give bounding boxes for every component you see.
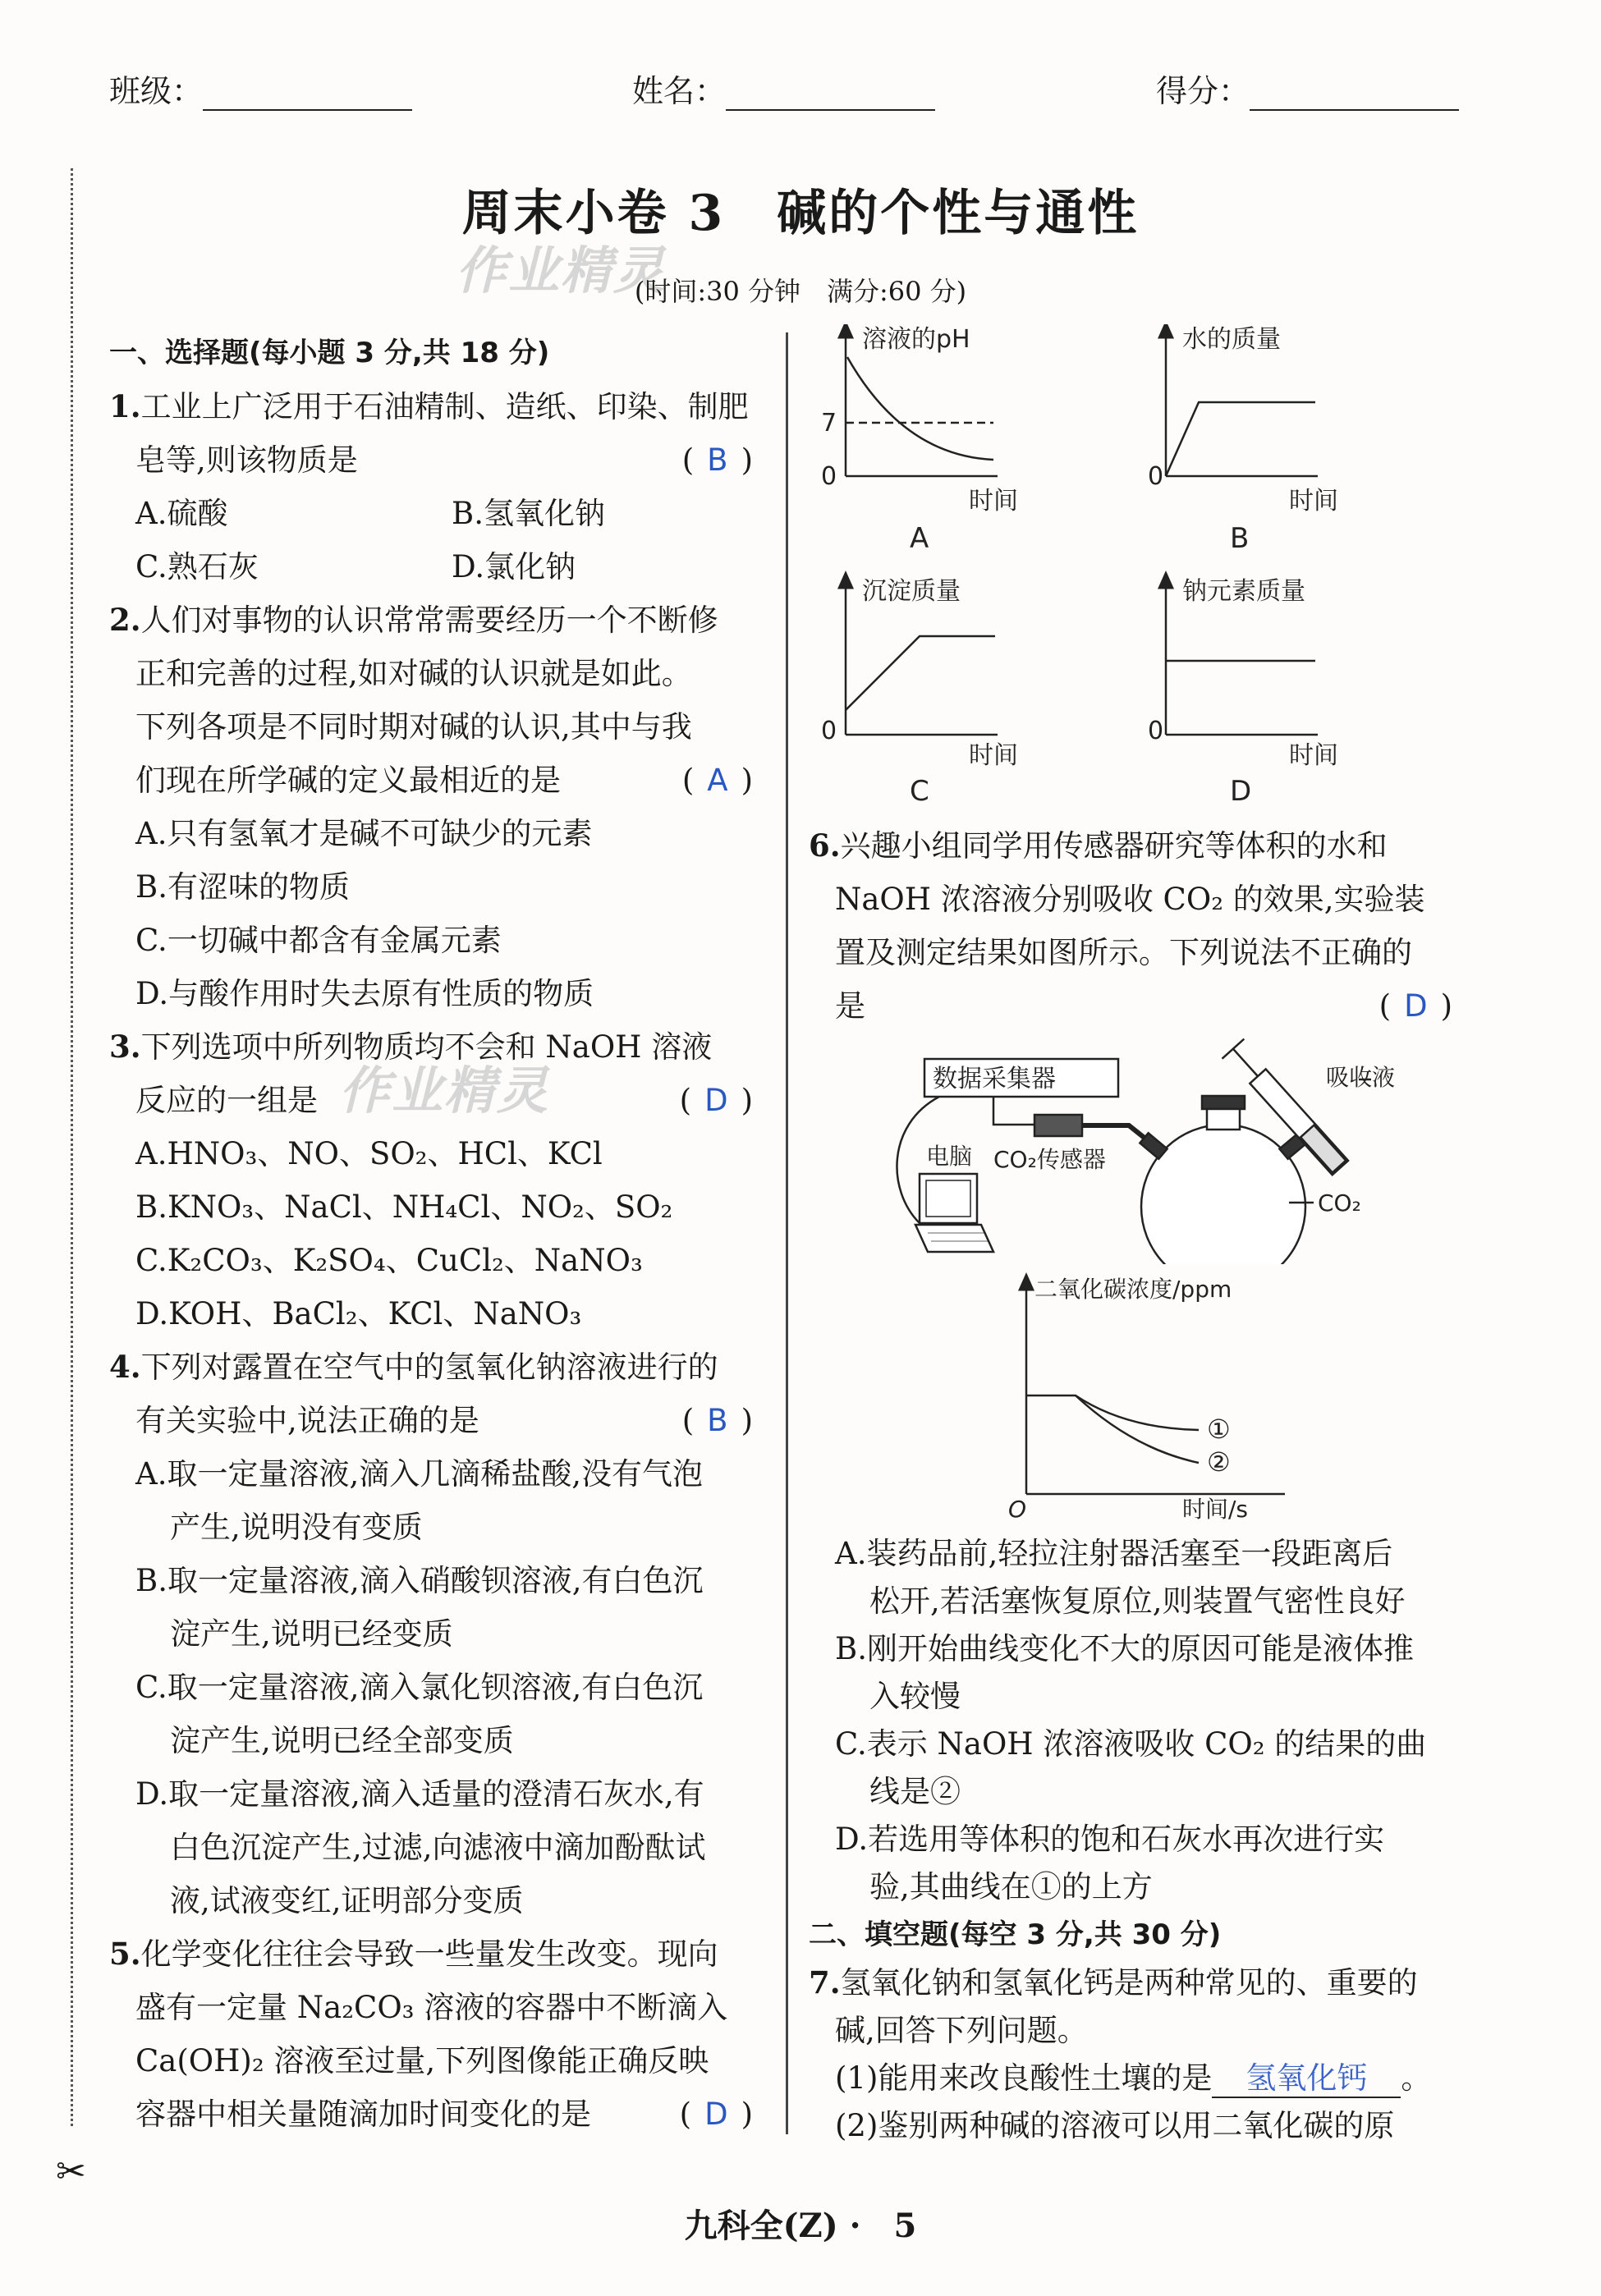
gas-label: CO₂: [1318, 1189, 1361, 1217]
co2-xlabel: 时间/s: [1182, 1496, 1249, 1523]
sensor-label: CO₂传感器: [993, 1146, 1106, 1173]
graph-b-ylabel: 水的质量: [1182, 325, 1281, 354]
graph-c-zero: 0: [821, 717, 837, 745]
graph-d-letter: D: [1230, 775, 1252, 808]
option-a: A.只有氢氧才是碱不可缺少的元素: [135, 816, 593, 851]
option-c: C.表示 NaOH 浓溶液吸收 CO₂ 的结果的曲: [835, 1726, 1427, 1762]
option-b: B.刚开始曲线变化不大的原因可能是液体推: [835, 1631, 1414, 1666]
question-text: 氢氧化钠和氢氧化钙是两种常见的、重要的: [840, 1965, 1418, 2000]
answer-bracket: ( A ): [681, 763, 758, 798]
answer-blank-7-1[interactable]: [1212, 2060, 1401, 2098]
graph-c-curve: [846, 636, 995, 710]
graph-a-curve: [847, 357, 993, 460]
question-text: (1)能用来改良酸性土壤的是: [835, 2060, 1213, 2096]
question-text: 兴趣小组同学用传感器研究等体积的水和: [840, 828, 1388, 864]
option-c: C.一切碱中都含有金属元素: [135, 923, 502, 958]
question-number: 2.: [109, 602, 141, 638]
question-text: 碱,回答下列问题。: [835, 2013, 1088, 2048]
question-2: [109, 593, 758, 647]
option-d-cont: 白色沉淀产生,过滤,向滤液中滴加酚酞试: [170, 1830, 706, 1865]
option-a: A.硫酸: [135, 496, 228, 531]
option-d: D.氯化钠: [452, 549, 576, 584]
option-d: D.KOH、BaCl₂、KCl、NaNO₃: [135, 1296, 582, 1331]
graph-a-ylabel: 溶液的pH: [862, 325, 970, 354]
answer-q4: B: [707, 1403, 733, 1438]
answer-q1: B: [707, 442, 733, 478]
computer-keyboard: [915, 1225, 993, 1252]
question-4: [109, 1340, 758, 1394]
graph-b-zero: 0: [1148, 462, 1164, 491]
flask-stopper: [1202, 1096, 1245, 1109]
question-text: 反应的一组是: [135, 1083, 318, 1118]
answer-bracket: ( B ): [681, 442, 758, 478]
question-text: 盛有一定量 Na₂CO₃ 溶液的容器中不断滴入: [135, 1990, 728, 2025]
answer-bracket: ( D ): [679, 2097, 758, 2132]
question-text: 们现在所学碱的定义最相近的是: [135, 763, 561, 798]
question-1: [109, 380, 758, 433]
question-text: 人们对事物的认识常常需要经历一个不断修: [140, 603, 718, 638]
question-5: [109, 1927, 758, 1981]
question-number: 6.: [809, 827, 841, 864]
graph-c-xlabel: 时间: [969, 741, 1018, 770]
option-c-cont: 淀产生,说明已经全部变质: [170, 1723, 514, 1758]
answer-q6: D: [1404, 988, 1433, 1024]
section-heading-2: 二、填空题(每空 3 分,共 30 分): [809, 1918, 1222, 1951]
question-text: 正和完善的过程,如对碱的认识就是如此。: [135, 656, 692, 691]
computer-label: 电脑: [926, 1143, 973, 1170]
question-text: 下列各项是不同时期对碱的认识,其中与我: [135, 709, 692, 745]
question-number: 1.: [109, 388, 141, 424]
question-text: 工业上广泛用于石油精制、造纸、印染、制肥: [140, 389, 749, 424]
answer-bracket: ( D ): [1379, 988, 1457, 1024]
option-b-cont: 淀产生,说明已经变质: [170, 1616, 453, 1652]
graph-c-letter: C: [910, 775, 929, 808]
question-6-options: [809, 1530, 1457, 2150]
page-footer: 九科全(Z) · 5: [684, 2207, 917, 2245]
graph-a-zero: 0: [821, 462, 837, 491]
co2-concentration-graph: [1002, 1272, 1355, 1527]
page-title: 周末小卷 3 碱的个性与通性: [461, 185, 1140, 242]
graph-b-curve: [1166, 402, 1315, 476]
watermark: 作业精灵: [339, 1061, 550, 1121]
question-5-line4: [109, 2087, 758, 2141]
graph-a-xlabel: 时间: [969, 487, 1018, 516]
option-a: A.HNO₃、NO、SO₂、HCl、KCl: [135, 1136, 603, 1171]
class-field[interactable]: [109, 66, 412, 111]
co2-sensor: [1034, 1115, 1082, 1136]
question-6-block: [809, 819, 1457, 1033]
answer-q5: D: [704, 2097, 733, 2132]
class-blank[interactable]: [203, 81, 412, 111]
absorber-label: 吸收液: [1326, 1064, 1396, 1091]
score-label: 得分：: [1156, 73, 1250, 109]
option-c: C.取一定量溶液,滴入氯化钡溶液,有白色沉: [135, 1670, 704, 1705]
option-a: A.装药品前,轻拉注射器活塞至一段距离后: [835, 1536, 1393, 1571]
question-text: 下列对露置在空气中的氢氧化钠溶液进行的: [140, 1350, 718, 1385]
class-label: 班级：: [109, 73, 204, 109]
watermark: 作业精灵: [456, 241, 667, 300]
option-b: B.KNO₃、NaCl、NH₄Cl、NO₂、SO₂: [135, 1189, 673, 1225]
question-1-line2: [109, 433, 758, 487]
question-text: 有关实验中,说法正确的是: [135, 1403, 479, 1438]
question-text: 容器中相关量随滴加时间变化的是: [135, 2097, 591, 2132]
question-number: 7.: [809, 1964, 841, 2000]
question-text: NaOH 浓溶液分别吸收 CO₂ 的效果,实验装: [835, 882, 1425, 917]
graph-b-xlabel: 时间: [1289, 487, 1338, 516]
question-text: Ca(OH)₂ 溶液至过量,下列图像能正确反映: [135, 2043, 709, 2078]
option-a: A.取一定量溶液,滴入几滴稀盐酸,没有气泡: [135, 1456, 704, 1492]
name-field[interactable]: [632, 66, 935, 111]
left-column: [109, 327, 758, 2141]
cut-line: [71, 168, 73, 2126]
question-text: 置及测定结果如图所示。下列说法不正确的: [835, 935, 1412, 970]
question-number: 3.: [109, 1029, 141, 1065]
option-d: D.若选用等体积的饱和石灰水再次进行实: [835, 1822, 1385, 1857]
collector-label: 数据采集器: [933, 1065, 1056, 1093]
answer-q2: A: [707, 763, 733, 798]
left-stopper: [1140, 1133, 1167, 1159]
question-text: (2)鉴别两种碱的溶液可以用二氧化碳的原: [835, 2108, 1395, 2143]
option-a-cont: 松开,若活塞恢复原位,则装置气密性良好: [869, 1583, 1406, 1619]
option-d-cont: 液,试液变红,证明部分变质: [170, 1883, 524, 1918]
option-b: B.有涩味的物质: [135, 869, 350, 905]
curve-2-label: ②: [1207, 1446, 1231, 1478]
experiment-apparatus: [870, 1018, 1396, 1264]
page-subtitle: (时间:30 分钟 满分:60 分): [634, 276, 967, 307]
question-number: 5.: [109, 1936, 141, 1972]
handwritten-answer: 氢氧化钙: [1245, 2060, 1368, 2096]
syringe-plunger: [1233, 1049, 1258, 1076]
option-a-cont: 产生,说明没有变质: [170, 1510, 423, 1545]
curve-1-label: ①: [1207, 1414, 1231, 1445]
score-blank[interactable]: [1250, 81, 1459, 111]
column-divider: [786, 332, 788, 2134]
graph-d-xlabel: 时间: [1289, 741, 1338, 770]
answer-bracket: ( B ): [681, 1403, 758, 1438]
flask: [1141, 1125, 1305, 1264]
graph-d-zero: 0: [1148, 717, 1164, 745]
question-2-line4: [109, 754, 758, 807]
punctuation: 。: [1401, 2060, 1432, 2096]
option-b-cont: 入较慢: [869, 1679, 961, 1714]
graph-c-ylabel: 沉淀质量: [862, 577, 961, 606]
option-b: B.氢氧化钠: [452, 496, 605, 531]
option-c: C.熟石灰: [135, 549, 259, 584]
score-field[interactable]: [1156, 66, 1459, 111]
graph-b-letter: B: [1230, 522, 1250, 555]
option-b: B.取一定量溶液,滴入硝酸钡溶液,有白色沉: [135, 1563, 704, 1598]
name-label: 姓名：: [632, 73, 727, 109]
option-d: D.与酸作用时失去原有性质的物质: [135, 976, 594, 1011]
options-row: [109, 540, 758, 593]
co2-ylabel: 二氧化碳浓度/ppm: [1034, 1276, 1232, 1303]
name-blank[interactable]: [726, 81, 935, 111]
options-row: [109, 487, 758, 540]
answer-bracket: ( D ): [679, 1083, 758, 1118]
option-c: C.K₂CO₃、K₂SO₄、CuCl₂、NaNO₃: [135, 1243, 643, 1278]
co2-origin: O: [1008, 1496, 1027, 1523]
graph-a-letter: A: [910, 522, 929, 555]
q5-graphs: [813, 324, 1486, 817]
option-d-cont: 验,其曲线在①的上方: [869, 1869, 1153, 1904]
scissors-icon: ✂: [56, 2151, 86, 2193]
graph-a-seven: 7: [821, 409, 837, 438]
question-6: [809, 819, 1457, 873]
answer-q3: D: [704, 1083, 733, 1118]
question-text: 化学变化往往会导致一些量发生改变。现向: [140, 1936, 718, 1972]
question-4-line2: [109, 1394, 758, 1447]
question-7: [809, 1959, 1457, 2007]
section-heading-1: 一、选择题(每小题 3 分,共 18 分): [109, 337, 550, 369]
option-c-cont: 线是②: [869, 1774, 961, 1809]
question-text: 是: [835, 988, 865, 1024]
question-text: 皂等,则该物质是: [135, 442, 358, 478]
question-7-sub1: [809, 2055, 1457, 2102]
syringe-handle: [1223, 1039, 1245, 1059]
graph-d-ylabel: 钠元素质量: [1182, 577, 1305, 606]
option-d: D.取一定量溶液,滴入适量的澄清石灰水,有: [135, 1776, 704, 1812]
question-3-line2: [109, 1061, 758, 1127]
question-number: 4.: [109, 1349, 141, 1385]
question-text: 下列选项中所列物质均不会和 NaOH 溶液: [140, 1029, 713, 1065]
cable-to-sensor: [993, 1097, 1034, 1125]
